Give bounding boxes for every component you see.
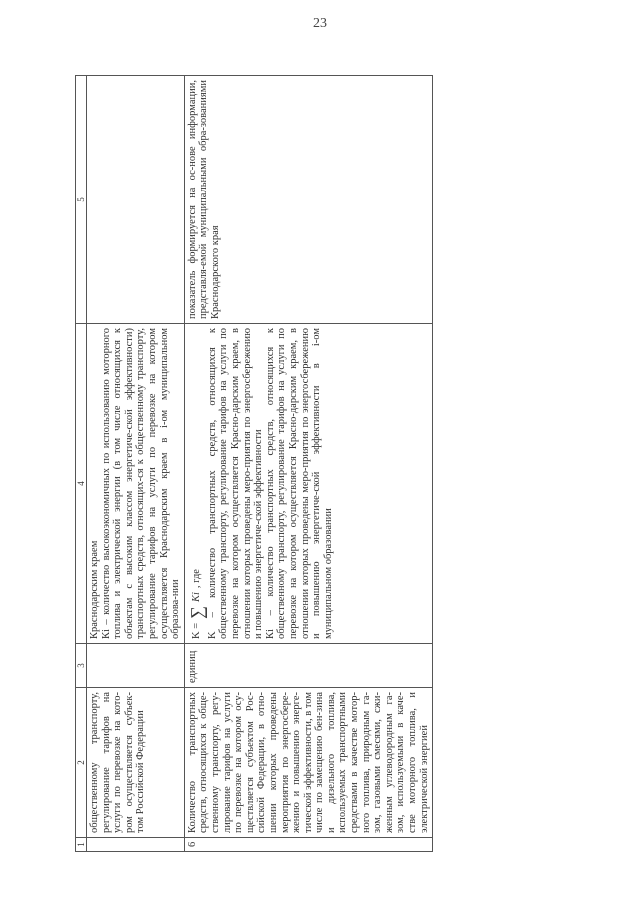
cell-num: 6 [184, 838, 432, 852]
formula-k: K = [190, 622, 202, 639]
page-number: 23 [313, 16, 327, 31]
cell-unit: единиц [184, 644, 432, 688]
sum-symbol: ∑ [186, 606, 207, 619]
col-header-4: 4 [76, 324, 87, 644]
indicator-table [75, 75, 433, 852]
cell-indicator: общественному транспорту, регулирование тарифов на услуги по перевозке на кото-ром осуществляется субъек-том Российской Федерации [87, 688, 185, 838]
method-definition-k: K – количество транспортных средств, относящихся к общественному транспорту, регулирование тарифов на услуги по перевозке на котором осуществляется Красно-дарским краем, в отношении которых проведены меро-приятия по энергосбережению и повышению энергетиче-ской эффективности [206, 328, 265, 639]
cell-method [87, 324, 185, 644]
cell-source [87, 76, 185, 324]
col-header-5: 5 [76, 76, 87, 324]
table-row [184, 76, 432, 852]
formula-ki: Ki [190, 592, 202, 603]
column-number-row [76, 76, 87, 852]
formula [188, 328, 206, 639]
cell-indicator: Количество транспортных средств, относящихся к обще-ственному транспорту, регу-лирование тарифов на услуги по перевозке на котором осу-ществляется субъектом Рос-сийской Федерации, в отно-шении которых проведены мероприятия по энергосбере-жению и повышению энерге-тической эффективности, в том числе по замещению бен-зина и дизельного топлива, используемых транспортными средствами в качестве мотор-ного топлива, природным га-зом, газовыми смесями, сжи-женным углеводородным га-зом, используемыми в каче-стве моторного топлива, и электрической энергией [184, 688, 432, 838]
method-line: Краснодарским краем [89, 540, 100, 639]
col-header-3: 3 [76, 644, 87, 688]
rotated-table-wrapper [75, 76, 430, 852]
cell-num [87, 838, 185, 852]
col-header-2: 2 [76, 688, 87, 838]
method-definition-ki: Кi – количество транспортных средств, относящихся к общественному транспорту, регулирование тарифов на услуги по перевозке на котором осуществляется Красно-дарским краем, в отношении которых проведены меро-приятия по энергосбережению и повышению энергетиче-ской эффективности в i-ом муниципальном образовании [264, 328, 334, 639]
col-header-1: 1 [76, 838, 87, 852]
cell-source: показатель формируется на ос-нове информации, представля-емой муниципальными обра-зованиями Краснодарского края [184, 76, 432, 324]
table-row [87, 76, 185, 852]
method-definition: Кi – количество высокоэкономичных по использованию моторного топлива и электрической энергии (в том числе относящихся к объектам с высоким классом энергетиче-ской эффективности) транспортных средств, относящих-ся к общественному транспорту, регулирование тарифов на услуги по перевозке на котором осуществляется Краснодарским краем в i-ом муниципальном образова-нии [100, 328, 182, 639]
cell-method [184, 324, 432, 644]
formula-where: , где [190, 569, 202, 589]
cell-unit [87, 644, 185, 688]
